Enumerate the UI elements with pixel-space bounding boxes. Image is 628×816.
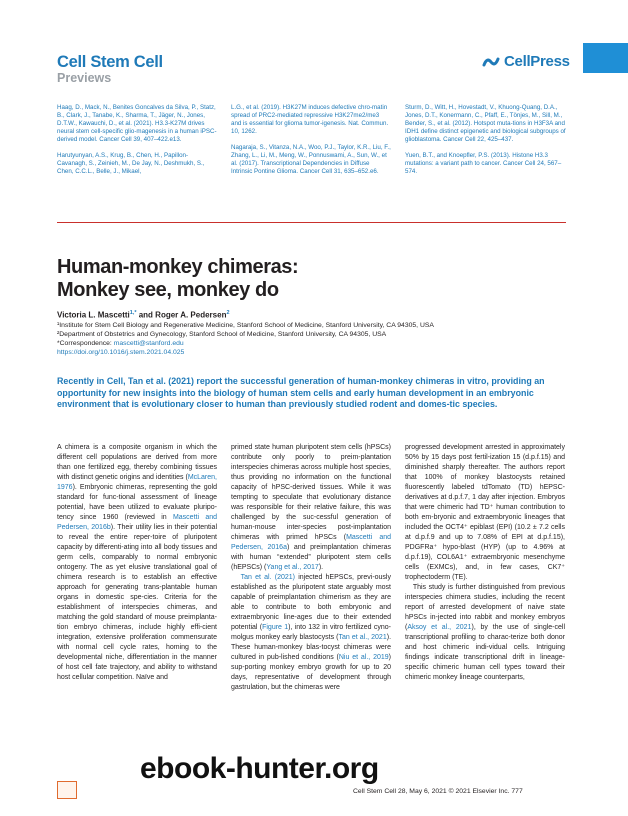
body-text: ). [318,564,324,571]
citation-link[interactable]: Mascetti and Pedersen, 2016b [57,514,217,531]
body-column-1 [57,443,217,683]
section-label: Previews [57,71,112,85]
citation-link[interactable]: Yang et al., 2017 [266,564,319,571]
affiliation-2: ²Department of Obstetrics and Gynecology, Stanford School of Medicine, Stanford University, CA 94305, USA [57,331,387,338]
body-text: ) sup-porting monkey embryo growth for up to 20 days, representative of development through gastrulation, but the chimeras were [231,654,391,691]
body-text: ), into 132 in vitro fertilized cyno-molgus monkey early blastocysts ( [231,624,391,641]
body-text: ). These human-monkey blas-tocyst chimeras were cultured in pub-lished conditions ( [231,634,392,661]
references-column-3 [405,104,567,184]
doi-link[interactable] [57,348,184,357]
watermark-text: ebook-hunter.org [140,752,379,785]
correspondence-label: *Correspondence: [57,340,114,347]
elsevier-logo-icon [57,781,77,799]
title-line-2: Monkey see, monkey do [57,278,279,301]
body-text: A chimera is a composite organism in which the different cell populations are derived from more than one fertilized egg, thereby combining tissues with distinct genetic origins and identities ( [57,444,217,481]
publisher-name: CellPress [504,53,570,70]
author-affiliation-marker[interactable]: 2 [226,310,230,316]
author-list [57,310,230,320]
paragraph-indent [231,574,241,581]
reference-entry[interactable]: Sturm, D., Witt, H., Hovestadt, V., Khuong-Quang, D.A., Jones, D.T., Konermann, C., Pfaff, E., Tönjes, M., Sill, M., Bender, S., et al. (2012). Hotspot muta-tions in H3F3A and IDH1 define distinct epigenetic and biological subgroups of glioblastoma. Cancer Cell 22, 425–437. [405,104,566,143]
citation-link[interactable]: McLaren, 1976 [57,474,217,491]
citation-link[interactable]: Tan et al. (2021) [240,574,295,581]
doi-url[interactable]: https://doi.org/10.1016/j.stem.2021.04.025 [57,349,185,356]
body-text: ), by the use of single-cell transcriptional profiling to charac-terize both donor and host chimeric indi-vidual cells. Intriguing findings indicate transcriptional drift in lineage-specific chimeric human cell types toward their chimeric monkey lineage counterparts, [405,624,565,681]
reference-entry[interactable]: Nagaraja, S., Vitanza, N.A., Woo, P.J., Taylor, K.R., Liu, F., Zhang, L., Li, M., Meng, W., Ponnuswami, A., Sun, W., et al. (2017). Transcriptional Dependencies in Diffuse Intrinsic Pontine Glioma. Cancer Cell 31, 635–652.e6. [231,144,391,175]
body-text: injected hEPSCs, previ-ously established as the pluripotent state arguably most capable of preimplantation chimerism as they are able to contribute to both embryonic and extraembryonic line-ages due to their extended potential ( [231,574,391,631]
page-footer: Cell Stem Cell 28, May 6, 2021 © 2021 Elsevier Inc. 777 [353,788,523,795]
author-name: Victoria L. Mascetti [57,310,130,320]
citation-link[interactable]: Figure 1 [262,624,289,631]
page-corner-tab [583,43,628,73]
paragraph-indent [405,584,413,591]
article-title [57,256,537,301]
body-text: progressed development arrested in approximately 50% by 15 days post fertil-ization 15 (d.p.f.15) and diminished sharply thereafter. The authors report that 100% of monkey blastocysts retained fluorescently labeled tdTomato (TD) hEPSC-derivatives at d.p.f.7, 1 day after injection. Embryos that were chimeric had TD⁺ human contribution to both em-bryonic and extraembryonic lineages that included the OCT4⁺ epiblast (EPI) (10.2 ± 7.2 cells at d.p.f.9 and up to 7.08% of EPI at d.p.f.15), PDGFRa⁺ hypo-blast (HYP) (up to 4.96% at d.p.f.19), COL6A1⁺ extraembryonic mesenchyme cells (EXMCs), and, in few cases, CK7⁺ trophectoderm (TE). [405,444,565,581]
cellpress-logo-icon [482,55,500,69]
correspondence [57,339,184,348]
publisher-logo [482,53,570,70]
body-text: This study is further distinguished from previous interspecies chimera studies, including the recent report of arrested development of naive state hPSCs in-jected into rabbit and monkey embryos ( [405,584,565,631]
reference-entry[interactable]: Haag, D., Mack, N., Benites Goncalves da Silva, P., Statz, B., Clark, J., Tanabe, K., Sharma, T., Jäger, N., Jones, D.T.W., Kawauchi, D., et al. (2021). H3.3-K27M drives neural stem cell-specific glio-magenesis in a human iPSC-derived model. Cancer Cell 39, 407–422.e13. [57,104,217,143]
body-paragraph [231,443,391,693]
reference-entry[interactable]: L.G., et al. (2019). H3K27M induces defective chro-matin spread of PRC2-mediated repressive H3K27me2/me3 and is essential for glioma tumor-igenesis. Nat. Commun. 10, 1262. [231,104,389,135]
journal-name: Cell Stem Cell [57,53,163,71]
reference-entry[interactable]: Yuen, B.T., and Knoepfler, P.S. (2013). Histone H3.3 mutations: a variant path to cancer. Cancer Cell 24, 567–574. [405,152,562,175]
body-paragraph [405,443,565,683]
citation-link[interactable]: Niu et al., 2019 [338,654,389,661]
author-affiliation-marker[interactable]: 1,* [129,310,137,316]
references-column-1 [57,104,217,184]
references-column-2 [231,104,391,184]
body-text: ). Their utility lies in their potential to reveal the entire reper-toire of pluripotent capacity by differenti-ating into all body tissues and germ cells, comparably to normal embryonic ontogeny. The as yet elusive translational goal of chimera research is to establish an effective approach for generating trans-plantable human organs in domestic spe-cies. Criteria for the establishment of interspecies chimeras, and matching the gold standard of mouse preimplanta-tion embryo chimeras, include highly effi-cient integration, extensive proliferation commensurate with normal cell cycle rates, homing to the developmental niche, differentiation in the manner of host cell fate trajectory, and ability to withstand host cellular competition. Naïve and [57,524,218,681]
author-separator: and [136,310,156,320]
body-text: primed state human pluripotent stem cells (hPSCs) contribute only poorly to preim-plantation interspecies chimeras across multiple host species, thus providing no information on the functional capacity of hPSC-derived tissues. While it was tempting to speculate that evolutionary distance was responsible for their relative failure, this was challenged by the suc-cessful generation of human-mouse inter-species post-implantation chimeras with primed hPSCs ( [231,444,391,541]
abstract: Recently in Cell, Tan et al. (2021) report the successful generation of human-monkey chimeras in vitro, providing an opportunity for new insights into the biology of human stem cells and early human development in an embryonic environment that is evolutionary closer to human than previously studied rodent and domes-tic species. [57,376,545,410]
body-column-2 [231,443,391,693]
correspondence-email-link[interactable]: mascetti@stanford.edu [113,340,184,347]
title-line-1: Human-monkey chimeras: [57,256,299,278]
author-name: Roger A. Pedersen [155,310,227,320]
citation-link[interactable]: Mascetti and Pedersen, 2016a [231,534,391,551]
body-text: ). Embryonic chimeras, representing the gold standard for func-tional assessment of lineage potential, have been utilized to evaluate pluripo-tency since 1960 (reviewed in [57,484,217,521]
body-paragraph [57,443,217,683]
citation-link[interactable]: Tan et al., 2021 [338,634,387,641]
body-text: ) and preimplantation chimeras with human “extended” pluripotent stem cells (hEPSCs) ( [231,544,391,571]
affiliation-1: ¹Institute for Stem Cell Biology and Regenerative Medicine, Stanford School of Medicine, Stanford University, CA 94305, USA [57,322,434,329]
reference-entry[interactable]: Harutyunyan, A.S., Krug, B., Chen, H., Papillon-Cavanagh, S., Zeinieh, M., De Jay, N., Deshmukh, S., Chen, C.C.L., Belle, J., Mikael, [57,152,205,175]
citation-link[interactable]: Aksoy et al., 2021 [407,624,472,631]
section-divider [57,222,566,223]
body-column-3 [405,443,565,683]
